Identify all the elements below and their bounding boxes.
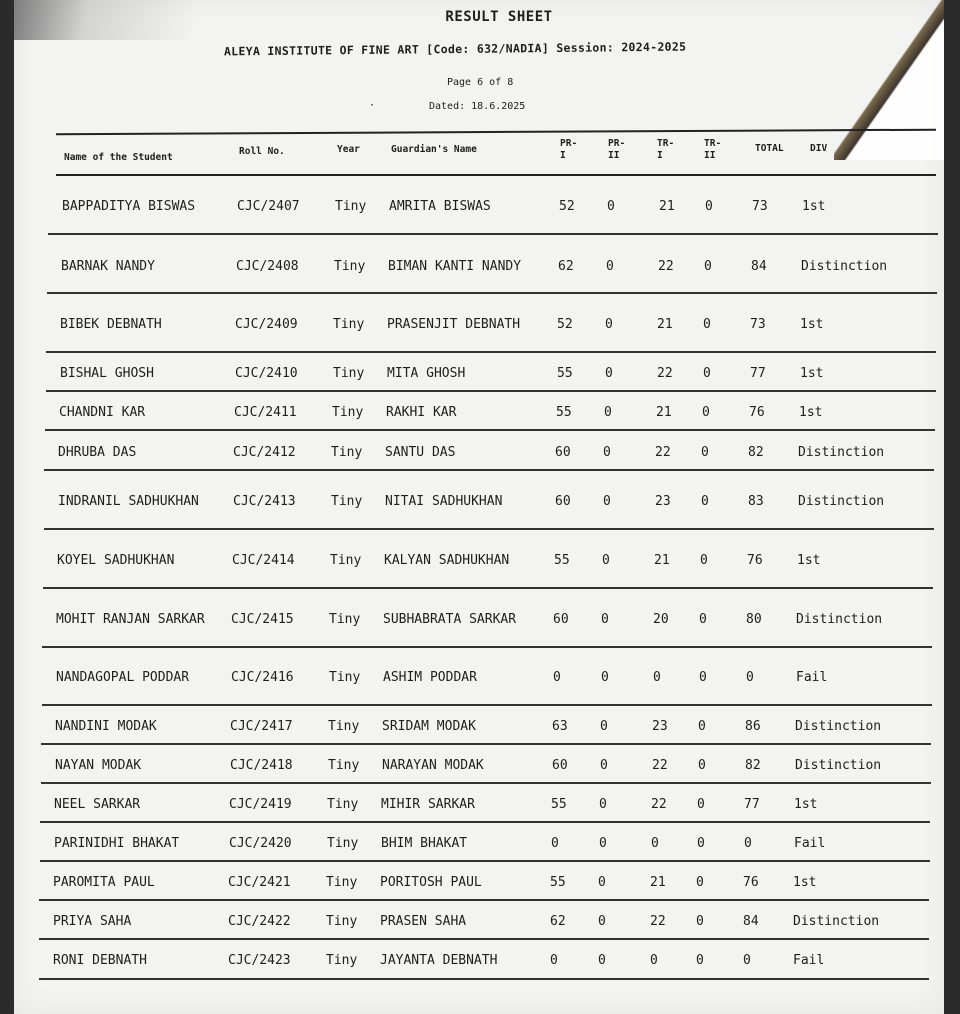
cell-total: 77: [750, 366, 766, 381]
cell-pr2: 0: [604, 405, 612, 420]
cell-tr1: 21: [659, 199, 675, 214]
cell-div: 1st: [797, 553, 821, 568]
cell-pr2: 0: [601, 611, 609, 627]
cell-pr1: 60: [553, 611, 569, 627]
cell-tr2: 0: [701, 494, 709, 509]
cell-div: Fail: [794, 835, 826, 851]
cell-pr1: 55: [557, 366, 573, 381]
cell-pr2: 0: [606, 258, 614, 274]
cell-tr2: 0: [699, 611, 707, 627]
cell-year: Tiny: [326, 913, 358, 929]
cell-tr2: 0: [698, 757, 706, 773]
cell-div: Distinction: [795, 757, 882, 773]
row-divider: [48, 233, 938, 235]
cell-total: 84: [743, 913, 759, 929]
cell-pr2: 0: [598, 913, 606, 929]
cell-pr1: 55: [550, 875, 566, 890]
cell-year: Tiny: [331, 494, 363, 509]
cell-year: Tiny: [333, 317, 365, 332]
cell-roll: CJC/2411: [234, 405, 297, 420]
row-divider: [46, 390, 936, 392]
cell-tr2: 0: [696, 953, 704, 968]
cell-pr2: 0: [601, 669, 609, 685]
cell-year: Tiny: [331, 444, 363, 460]
cell-div: Distinction: [798, 444, 885, 460]
cell-guardian: NITAI SADHUKHAN: [385, 494, 503, 509]
cell-tr2: 0: [698, 718, 706, 734]
cell-total: 82: [745, 757, 761, 773]
col-header-pr1: PR- I: [560, 138, 578, 161]
cell-roll: CJC/2421: [228, 875, 291, 890]
cell-tr1: 22: [658, 258, 674, 274]
cell-pr2: 0: [599, 835, 607, 851]
cell-roll: CJC/2418: [230, 757, 293, 773]
cell-guardian: JAYANTA DEBNATH: [380, 953, 498, 968]
cell-name: PAROMITA PAUL: [53, 875, 155, 890]
cell-year: Tiny: [326, 953, 358, 968]
cell-year: Tiny: [334, 258, 366, 274]
cell-tr2: 0: [700, 553, 708, 568]
cell-guardian: MITA GHOSH: [387, 366, 466, 381]
cell-tr2: 0: [704, 258, 712, 274]
col-header-div: DIV: [810, 143, 828, 154]
cell-pr1: 63: [552, 718, 568, 734]
cell-roll: CJC/2417: [230, 718, 293, 734]
cell-name: BAPPADITYA BISWAS: [62, 199, 196, 214]
cell-div: 1st: [800, 366, 824, 381]
cell-div: 1st: [800, 317, 824, 332]
cell-name: PRIYA SAHA: [53, 913, 132, 929]
cell-tr2: 0: [697, 835, 705, 851]
cell-guardian: BIMAN KANTI NANDY: [388, 258, 522, 274]
cell-roll: CJC/2420: [229, 835, 292, 851]
cell-tr1: 22: [657, 366, 673, 381]
cell-name: NAYAN MODAK: [55, 757, 142, 773]
cell-pr1: 0: [551, 835, 559, 851]
row-divider: [44, 469, 934, 471]
cell-tr1: 21: [656, 405, 672, 420]
cell-roll: CJC/2422: [228, 913, 291, 929]
cell-name: NANDINI MODAK: [55, 718, 157, 734]
cell-name: NEEL SARKAR: [54, 796, 141, 812]
cell-pr2: 0: [603, 494, 611, 509]
cell-tr2: 0: [699, 669, 707, 685]
cell-pr1: 62: [550, 913, 566, 929]
cell-name: PARINIDHI BHAKAT: [54, 835, 180, 851]
col-header-pr2: PR- II: [608, 138, 626, 161]
cell-guardian: NARAYAN MODAK: [382, 757, 484, 773]
cell-pr2: 0: [602, 553, 610, 568]
cell-div: 1st: [794, 796, 818, 812]
dated: Dated: 18.6.2025: [429, 101, 526, 112]
cell-tr2: 0: [705, 199, 713, 214]
row-divider: [47, 292, 937, 294]
row-divider: [44, 528, 934, 530]
cell-pr2: 0: [600, 718, 608, 734]
cell-roll: CJC/2415: [231, 611, 294, 627]
cell-tr1: 21: [657, 317, 673, 332]
cell-roll: CJC/2408: [236, 258, 299, 274]
cell-roll: CJC/2410: [235, 366, 298, 381]
col-header-total: TOTAL: [755, 143, 784, 154]
cell-pr1: 62: [558, 258, 574, 274]
institute-line: ALEYA INSTITUTE OF FINE ART [Code: 632/NADIA] Session: 2024-2025: [223, 39, 687, 59]
cell-roll: CJC/2419: [229, 796, 292, 812]
cell-pr2: 0: [605, 317, 613, 332]
cell-year: Tiny: [335, 199, 367, 214]
cell-tr1: 22: [650, 913, 666, 929]
cell-guardian: SUBHABRATA SARKAR: [383, 611, 517, 627]
cell-tr1: 23: [652, 718, 668, 734]
cell-pr1: 52: [559, 199, 575, 214]
cell-pr2: 0: [605, 366, 613, 381]
row-divider: [46, 351, 936, 353]
cell-year: Tiny: [328, 757, 360, 773]
cell-year: Tiny: [330, 553, 362, 568]
cell-guardian: ASHIM PODDAR: [383, 669, 477, 685]
cell-year: Tiny: [327, 835, 359, 851]
cell-pr1: 60: [552, 757, 568, 773]
cell-total: 77: [744, 796, 760, 812]
cell-name: KOYEL SADHUKHAN: [57, 553, 175, 568]
row-divider: [39, 978, 929, 980]
cell-div: Fail: [796, 669, 828, 685]
header-bottom-rule: [56, 174, 936, 176]
cell-tr2: 0: [696, 875, 704, 890]
cell-name: BIBEK DEBNATH: [60, 317, 162, 332]
cell-tr2: 0: [696, 913, 704, 929]
cell-tr1: 22: [655, 444, 671, 460]
cell-roll: CJC/2414: [232, 553, 295, 568]
cell-total: 80: [746, 611, 762, 627]
cell-tr1: 0: [651, 835, 659, 851]
col-header-tr2: TR- II: [704, 138, 722, 161]
row-divider: [45, 429, 935, 431]
cell-total: 76: [749, 405, 765, 420]
cell-pr1: 0: [550, 953, 558, 968]
cell-total: 76: [747, 553, 763, 568]
cell-div: Distinction: [795, 718, 882, 734]
cell-total: 83: [748, 494, 764, 509]
row-divider: [42, 646, 932, 648]
cell-guardian: PRASENJIT DEBNATH: [387, 317, 521, 332]
cell-guardian: PRASEN SAHA: [380, 913, 467, 929]
cell-guardian: BHIM BHAKAT: [381, 835, 468, 851]
col-header-name: Name of the Student: [64, 152, 173, 163]
cell-div: Distinction: [801, 258, 888, 274]
header-top-rule: [56, 129, 936, 136]
cell-div: 1st: [793, 875, 817, 890]
row-divider: [41, 743, 931, 745]
result-sheet-page: RESULT SHEET ALEYA INSTITUTE OF FINE ART [Code: 632/NADIA] Session: 2024-2025 Page 6 of 8 · Dated: 18.6.2025 Name of the Student Roll No. Year Guardian's Name PR- I PR- II TR- I TR- II TOTAL DIV BAPPADITYA BISWAS CJC/2407 Tiny AMRITA BISWAS 52 0 21 0 73 1st BARNAK NANDY CJC/2408 Tiny BIMAN KANTI NANDY 62 0 22 0 84 Distinction BIBEK DEBNATH CJC/2409 Tiny PRASENJIT DEBNATH 52 0 21 0 73 1st BISHAL GHOSH CJC/2410 Tiny MITA GHOSH 55 0 22 0 77 1st CHANDNI KAR CJC/2411 Tiny RAKHI KAR 55 0 21 0 76 1st DHRUBA DAS CJC/2412 Tiny SANTU DAS 60 0 22 0 82 Distinction INDRANIL SADHUKHAN CJC/2413 Tiny NITAI SADHUKHAN 60 0 23 0 83 Distinction KOYEL SADHUKHAN CJC/2414 Tiny KALYAN SADHUKHAN 55 0 21 0 76 1st MOHIT RANJAN SARKAR CJC/2415 Tiny SUBHABRATA SARKAR 60 0 20 0 80 Distinction NANDAGOPAL PODDAR CJC/2416 Tiny ASHIM PODDAR 0 0 0 0 0 Fail NANDINI MODAK CJC/2417 Tiny SRIDAM MODAK 63 0 23 0 86 Distinction NAYAN MODAK CJC/2418 Tiny NARAYAN MODAK 60 0 22 0 82 Distinction NEEL SARKAR CJC/2419 Tiny MIHIR SARKAR 55 0 22 0 77 1st PARINIDHI BHAKAT CJC/2420 Tiny BHIM BHAKAT 0 0 0 0 0 Fail PAROMITA PAUL CJC/2421 Tiny PORITOSH PAUL 55 0 21 0 76 1st PRIYA SAHA CJC/2422 Tiny PRASEN SAHA 62 0 22 0 84 Distinction RONI DEBNATH CJC/2423 Tiny JAYANTA DEBNATH 0 0 0 0 0 Fail: [14, 0, 944, 1014]
row-divider: [42, 704, 932, 706]
cell-year: Tiny: [329, 669, 361, 685]
cell-year: Tiny: [328, 718, 360, 734]
cell-year: Tiny: [329, 611, 361, 627]
cell-year: Tiny: [326, 875, 358, 890]
cell-div: Fail: [793, 953, 825, 968]
cell-pr1: 55: [551, 796, 567, 812]
cell-div: Distinction: [796, 611, 883, 627]
cell-pr1: 55: [554, 553, 570, 568]
cell-pr1: 52: [557, 317, 573, 332]
cell-total: 84: [751, 258, 767, 274]
cell-guardian: KALYAN SADHUKHAN: [384, 553, 510, 568]
row-divider: [41, 782, 931, 784]
row-divider: [40, 860, 930, 862]
cell-total: 0: [744, 835, 752, 851]
row-divider: [39, 899, 929, 901]
cell-roll: CJC/2413: [233, 494, 296, 509]
sheet-title: RESULT SHEET: [445, 9, 553, 25]
cell-roll: CJC/2423: [228, 953, 291, 968]
cell-name: MOHIT RANJAN SARKAR: [56, 611, 205, 627]
cell-name: CHANDNI KAR: [59, 405, 146, 420]
cell-roll: CJC/2416: [231, 669, 294, 685]
cell-pr2: 0: [598, 953, 606, 968]
cell-guardian: MIHIR SARKAR: [381, 796, 475, 812]
col-header-year: Year: [337, 144, 360, 155]
cell-div: 1st: [799, 405, 823, 420]
cell-pr2: 0: [607, 199, 615, 214]
cell-div: Distinction: [798, 494, 885, 509]
cell-tr1: 22: [651, 796, 667, 812]
page-info: Page 6 of 8: [447, 77, 514, 88]
cell-year: Tiny: [327, 796, 359, 812]
cell-total: 76: [743, 875, 759, 890]
col-header-tr1: TR- I: [657, 138, 675, 161]
cell-name: NANDAGOPAL PODDAR: [56, 669, 190, 685]
cell-tr1: 21: [650, 875, 666, 890]
cell-roll: CJC/2407: [237, 199, 300, 214]
cell-name: DHRUBA DAS: [58, 444, 137, 460]
cell-div: Distinction: [793, 913, 880, 929]
cell-pr1: 55: [556, 405, 572, 420]
cell-tr1: 21: [654, 553, 670, 568]
cell-total: 73: [750, 317, 766, 332]
cell-pr2: 0: [598, 875, 606, 890]
col-header-guardian: Guardian's Name: [391, 144, 477, 155]
col-header-roll: Roll No.: [239, 146, 285, 157]
cell-tr2: 0: [697, 796, 705, 812]
row-divider: [43, 587, 933, 589]
row-divider: [40, 821, 930, 823]
cell-pr1: 60: [555, 444, 571, 460]
cell-guardian: SANTU DAS: [385, 444, 456, 460]
cell-tr1: 0: [653, 669, 661, 685]
cell-tr2: 0: [701, 444, 709, 460]
cell-name: RONI DEBNATH: [53, 953, 147, 968]
cell-tr1: 23: [655, 494, 671, 509]
cell-tr1: 22: [652, 757, 668, 773]
cell-pr2: 0: [599, 796, 607, 812]
cell-name: INDRANIL SADHUKHAN: [58, 494, 199, 509]
cell-name: BISHAL GHOSH: [60, 366, 154, 381]
cell-pr1: 60: [555, 494, 571, 509]
cell-guardian: AMRITA BISWAS: [389, 199, 491, 214]
cell-tr2: 0: [703, 317, 711, 332]
cell-tr1: 20: [653, 611, 669, 627]
cell-pr1: 0: [553, 669, 561, 685]
cell-roll: CJC/2409: [235, 317, 298, 332]
cell-roll: CJC/2412: [233, 444, 296, 460]
cell-total: 82: [748, 444, 764, 460]
cell-pr2: 0: [603, 444, 611, 460]
cell-guardian: RAKHI KAR: [386, 405, 457, 420]
cell-total: 73: [752, 199, 768, 214]
cell-year: Tiny: [332, 405, 364, 420]
cell-total: 86: [745, 718, 761, 734]
cell-guardian: SRIDAM MODAK: [382, 718, 476, 734]
row-divider: [39, 938, 929, 940]
cell-name: BARNAK NANDY: [61, 258, 155, 274]
cell-year: Tiny: [333, 366, 365, 381]
cell-total: 0: [746, 669, 754, 685]
cell-tr2: 0: [702, 405, 710, 420]
cell-pr2: 0: [600, 757, 608, 773]
cell-tr2: 0: [703, 366, 711, 381]
cell-div: 1st: [802, 199, 826, 214]
cell-total: 0: [743, 953, 751, 968]
cell-guardian: PORITOSH PAUL: [380, 875, 482, 890]
cell-tr1: 0: [650, 953, 658, 968]
